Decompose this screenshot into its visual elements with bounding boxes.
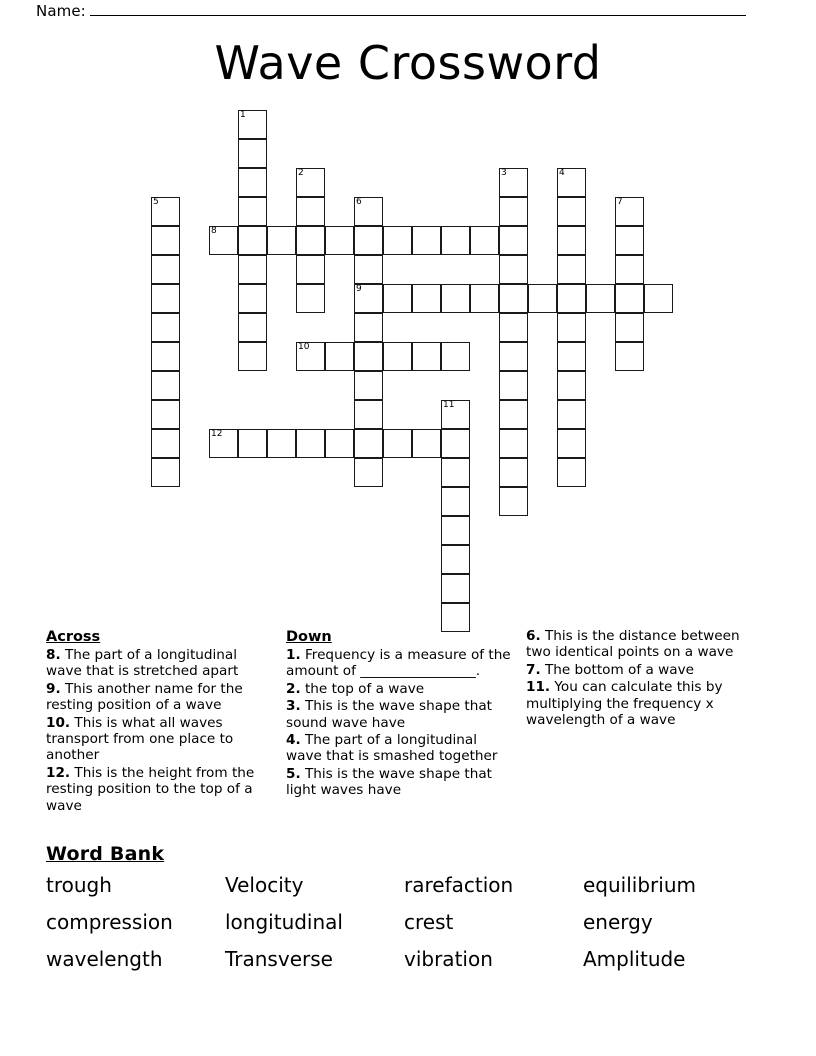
crossword-cell[interactable] xyxy=(354,429,383,458)
crossword-cell[interactable] xyxy=(557,429,586,458)
crossword-cell[interactable] xyxy=(296,226,325,255)
crossword-cell[interactable] xyxy=(238,139,267,168)
crossword-cell[interactable] xyxy=(354,342,383,371)
crossword-cell[interactable] xyxy=(528,284,557,313)
word-bank-item: crest xyxy=(404,910,454,934)
crossword-cell[interactable] xyxy=(557,197,586,226)
crossword-cell[interactable] xyxy=(151,197,180,226)
crossword-cell[interactable] xyxy=(557,371,586,400)
crossword-cell-number: 10 xyxy=(298,342,310,352)
crossword-cell[interactable] xyxy=(296,197,325,226)
clue-text: You can calculate this by multiplying the frequency x wavelength of a wave xyxy=(526,679,723,729)
crossword-cell[interactable] xyxy=(557,313,586,342)
clue-text: This is the distance between two identical points on a wave xyxy=(526,628,740,661)
crossword-cell[interactable] xyxy=(238,255,267,284)
clue-text: This is the height from the resting position to the top of a wave xyxy=(46,764,255,814)
clue-number: 11. xyxy=(526,679,551,696)
crossword-cell[interactable] xyxy=(238,110,267,139)
crossword-cell-number: 2 xyxy=(298,168,304,178)
crossword-cell[interactable] xyxy=(441,458,470,487)
crossword-cell[interactable] xyxy=(499,458,528,487)
crossword-cell[interactable] xyxy=(383,284,412,313)
crossword-cell[interactable] xyxy=(325,342,354,371)
crossword-cell[interactable] xyxy=(238,284,267,313)
crossword-cell[interactable] xyxy=(441,516,470,545)
clue-item xyxy=(526,662,752,678)
crossword-cell-number: 7 xyxy=(617,197,623,207)
crossword-cell[interactable] xyxy=(151,342,180,371)
crossword-cell[interactable] xyxy=(267,429,296,458)
crossword-cell[interactable] xyxy=(499,168,528,197)
crossword-cell[interactable] xyxy=(441,400,470,429)
word-bank-item: equilibrium xyxy=(583,873,696,897)
crossword-cell[interactable] xyxy=(615,255,644,284)
crossword-cell[interactable] xyxy=(441,226,470,255)
name-label: Name: xyxy=(36,2,86,20)
clues-section xyxy=(46,628,776,815)
clue-number: 2. xyxy=(286,680,301,697)
crossword-cell[interactable] xyxy=(499,255,528,284)
crossword-cell[interactable] xyxy=(238,342,267,371)
crossword-cell[interactable] xyxy=(412,284,441,313)
clue-number: 7. xyxy=(526,661,541,678)
crossword-cell-number: 9 xyxy=(356,284,362,294)
word-bank-item: Amplitude xyxy=(583,947,686,971)
crossword-cell[interactable] xyxy=(615,313,644,342)
clue-number: 9. xyxy=(46,680,61,697)
crossword-cell[interactable] xyxy=(470,284,499,313)
clue-text: This is what all waves transport from one place to another xyxy=(46,714,234,764)
word-bank-item: wavelength xyxy=(46,947,163,971)
crossword-cell[interactable] xyxy=(354,371,383,400)
word-bank-list xyxy=(46,871,776,973)
crossword-cell[interactable] xyxy=(354,284,383,313)
crossword-cell[interactable] xyxy=(383,429,412,458)
crossword-cell[interactable] xyxy=(557,342,586,371)
crossword-cell-number: 8 xyxy=(211,226,217,236)
clues-down-column xyxy=(286,628,526,815)
crossword-cell-number: 3 xyxy=(501,168,507,178)
crossword-cell[interactable] xyxy=(644,284,673,313)
crossword-cell[interactable] xyxy=(238,429,267,458)
word-bank-item: longitudinal xyxy=(225,910,343,934)
crossword-cell-number: 6 xyxy=(356,197,362,207)
word-bank-item: trough xyxy=(46,873,112,897)
crossword-cell[interactable] xyxy=(441,284,470,313)
clue-number: 5. xyxy=(286,765,301,782)
crossword-cell[interactable] xyxy=(238,313,267,342)
word-bank-item: Velocity xyxy=(225,873,304,897)
crossword-cell[interactable] xyxy=(615,226,644,255)
crossword-cell[interactable] xyxy=(499,284,528,313)
crossword-cell[interactable] xyxy=(615,342,644,371)
clue-item xyxy=(286,732,512,765)
crossword-cell[interactable] xyxy=(296,429,325,458)
clue-text: This is the wave shape that light waves have xyxy=(286,765,492,799)
crossword-cell[interactable] xyxy=(325,226,354,255)
crossword-cell[interactable] xyxy=(209,429,238,458)
crossword-cell[interactable] xyxy=(296,284,325,313)
crossword-cell[interactable] xyxy=(615,197,644,226)
crossword-cell[interactable] xyxy=(499,342,528,371)
crossword-cell[interactable] xyxy=(499,197,528,226)
crossword-cell[interactable] xyxy=(267,226,296,255)
crossword-cell[interactable] xyxy=(499,371,528,400)
crossword-cell[interactable] xyxy=(325,429,354,458)
clue-item xyxy=(286,681,512,697)
crossword-cell[interactable] xyxy=(354,313,383,342)
crossword-cell[interactable] xyxy=(151,400,180,429)
clue-text: The part of a longitudinal wave that is smashed together xyxy=(286,732,498,765)
clue-item xyxy=(46,647,272,680)
crossword-cell[interactable] xyxy=(557,255,586,284)
clue-number: 3. xyxy=(286,698,301,715)
clue-item xyxy=(286,766,512,799)
word-bank-item: rarefaction xyxy=(404,873,514,897)
crossword-cell[interactable] xyxy=(557,400,586,429)
crossword-cell[interactable] xyxy=(354,226,383,255)
crossword-cell[interactable] xyxy=(383,342,412,371)
clue-item xyxy=(46,681,272,714)
crossword-cell[interactable] xyxy=(151,284,180,313)
crossword-cell-number: 4 xyxy=(559,168,565,178)
crossword-cell[interactable] xyxy=(151,226,180,255)
clue-number: 6. xyxy=(526,628,541,644)
crossword-cell[interactable] xyxy=(354,400,383,429)
crossword-cell[interactable] xyxy=(441,342,470,371)
clue-text: The part of a longitudinal wave that is stretched apart xyxy=(46,647,239,680)
crossword-cell[interactable] xyxy=(499,226,528,255)
crossword-cell[interactable] xyxy=(296,168,325,197)
crossword-cell-number: 11 xyxy=(443,400,455,410)
crossword-cell[interactable] xyxy=(151,458,180,487)
crossword-cell[interactable] xyxy=(557,168,586,197)
clue-text: This another name for the resting position of a wave xyxy=(46,680,243,714)
word-bank-item: energy xyxy=(583,910,653,934)
clue-item xyxy=(46,715,272,764)
crossword-cell[interactable] xyxy=(470,226,499,255)
crossword-cell[interactable] xyxy=(557,226,586,255)
crossword-cell[interactable] xyxy=(354,197,383,226)
crossword-cell[interactable] xyxy=(209,226,238,255)
crossword-cell[interactable] xyxy=(238,168,267,197)
crossword-cell[interactable] xyxy=(354,255,383,284)
clue-item xyxy=(526,679,752,728)
word-bank-item: vibration xyxy=(404,947,493,971)
crossword-cell[interactable] xyxy=(499,429,528,458)
word-bank-heading: Word Bank xyxy=(46,843,165,865)
crossword-cell[interactable] xyxy=(412,342,441,371)
crossword-cell[interactable] xyxy=(615,284,644,313)
clues-across-column xyxy=(46,628,286,815)
crossword-cell[interactable] xyxy=(557,458,586,487)
crossword-cell[interactable] xyxy=(441,429,470,458)
across-heading: Across xyxy=(46,629,101,645)
crossword-cell-number: 1 xyxy=(240,110,246,120)
clue-number: 1. xyxy=(286,647,301,663)
crossword-cell[interactable] xyxy=(151,371,180,400)
crossword-cell-number: 12 xyxy=(211,429,223,439)
clues-down-column-continued xyxy=(526,628,766,815)
clue-text: the top of a wave xyxy=(304,680,425,697)
crossword-cell[interactable] xyxy=(441,574,470,603)
clue-number: 10. xyxy=(46,714,71,731)
clue-number: 8. xyxy=(46,647,61,663)
clue-item xyxy=(286,698,512,731)
crossword-cell[interactable] xyxy=(557,284,586,313)
clue-text: The bottom of a wave xyxy=(544,661,694,678)
crossword-cell[interactable] xyxy=(412,226,441,255)
crossword-cell[interactable] xyxy=(441,487,470,516)
crossword-cell[interactable] xyxy=(296,255,325,284)
clue-text: Frequency is a measure of the amount of _________________. xyxy=(286,647,511,680)
crossword-cell[interactable] xyxy=(151,255,180,284)
crossword-cell[interactable] xyxy=(354,458,383,487)
crossword-cell[interactable] xyxy=(412,429,441,458)
crossword-cell[interactable] xyxy=(586,284,615,313)
crossword-cell[interactable] xyxy=(151,429,180,458)
crossword-cell[interactable] xyxy=(499,400,528,429)
clue-item xyxy=(526,628,752,661)
page-title: Wave Crossword xyxy=(214,36,602,90)
clue-number: 12. xyxy=(46,764,71,781)
clue-item xyxy=(286,647,512,680)
crossword-cell[interactable] xyxy=(238,226,267,255)
word-bank-item: compression xyxy=(46,910,173,934)
crossword-cell[interactable] xyxy=(383,226,412,255)
crossword-cell[interactable] xyxy=(151,313,180,342)
down-heading: Down xyxy=(286,629,332,645)
clue-text: This is the wave shape that sound wave have xyxy=(286,698,492,731)
crossword-cell[interactable] xyxy=(499,487,528,516)
crossword-cell[interactable] xyxy=(441,545,470,574)
clue-item xyxy=(46,765,272,814)
crossword-cell[interactable] xyxy=(499,313,528,342)
crossword-cell[interactable] xyxy=(238,197,267,226)
clue-number: 4. xyxy=(286,732,301,749)
crossword-cell-number: 5 xyxy=(153,197,159,207)
word-bank-item: Transverse xyxy=(225,947,333,971)
crossword-cell[interactable] xyxy=(296,342,325,371)
word-bank-section xyxy=(46,843,776,973)
